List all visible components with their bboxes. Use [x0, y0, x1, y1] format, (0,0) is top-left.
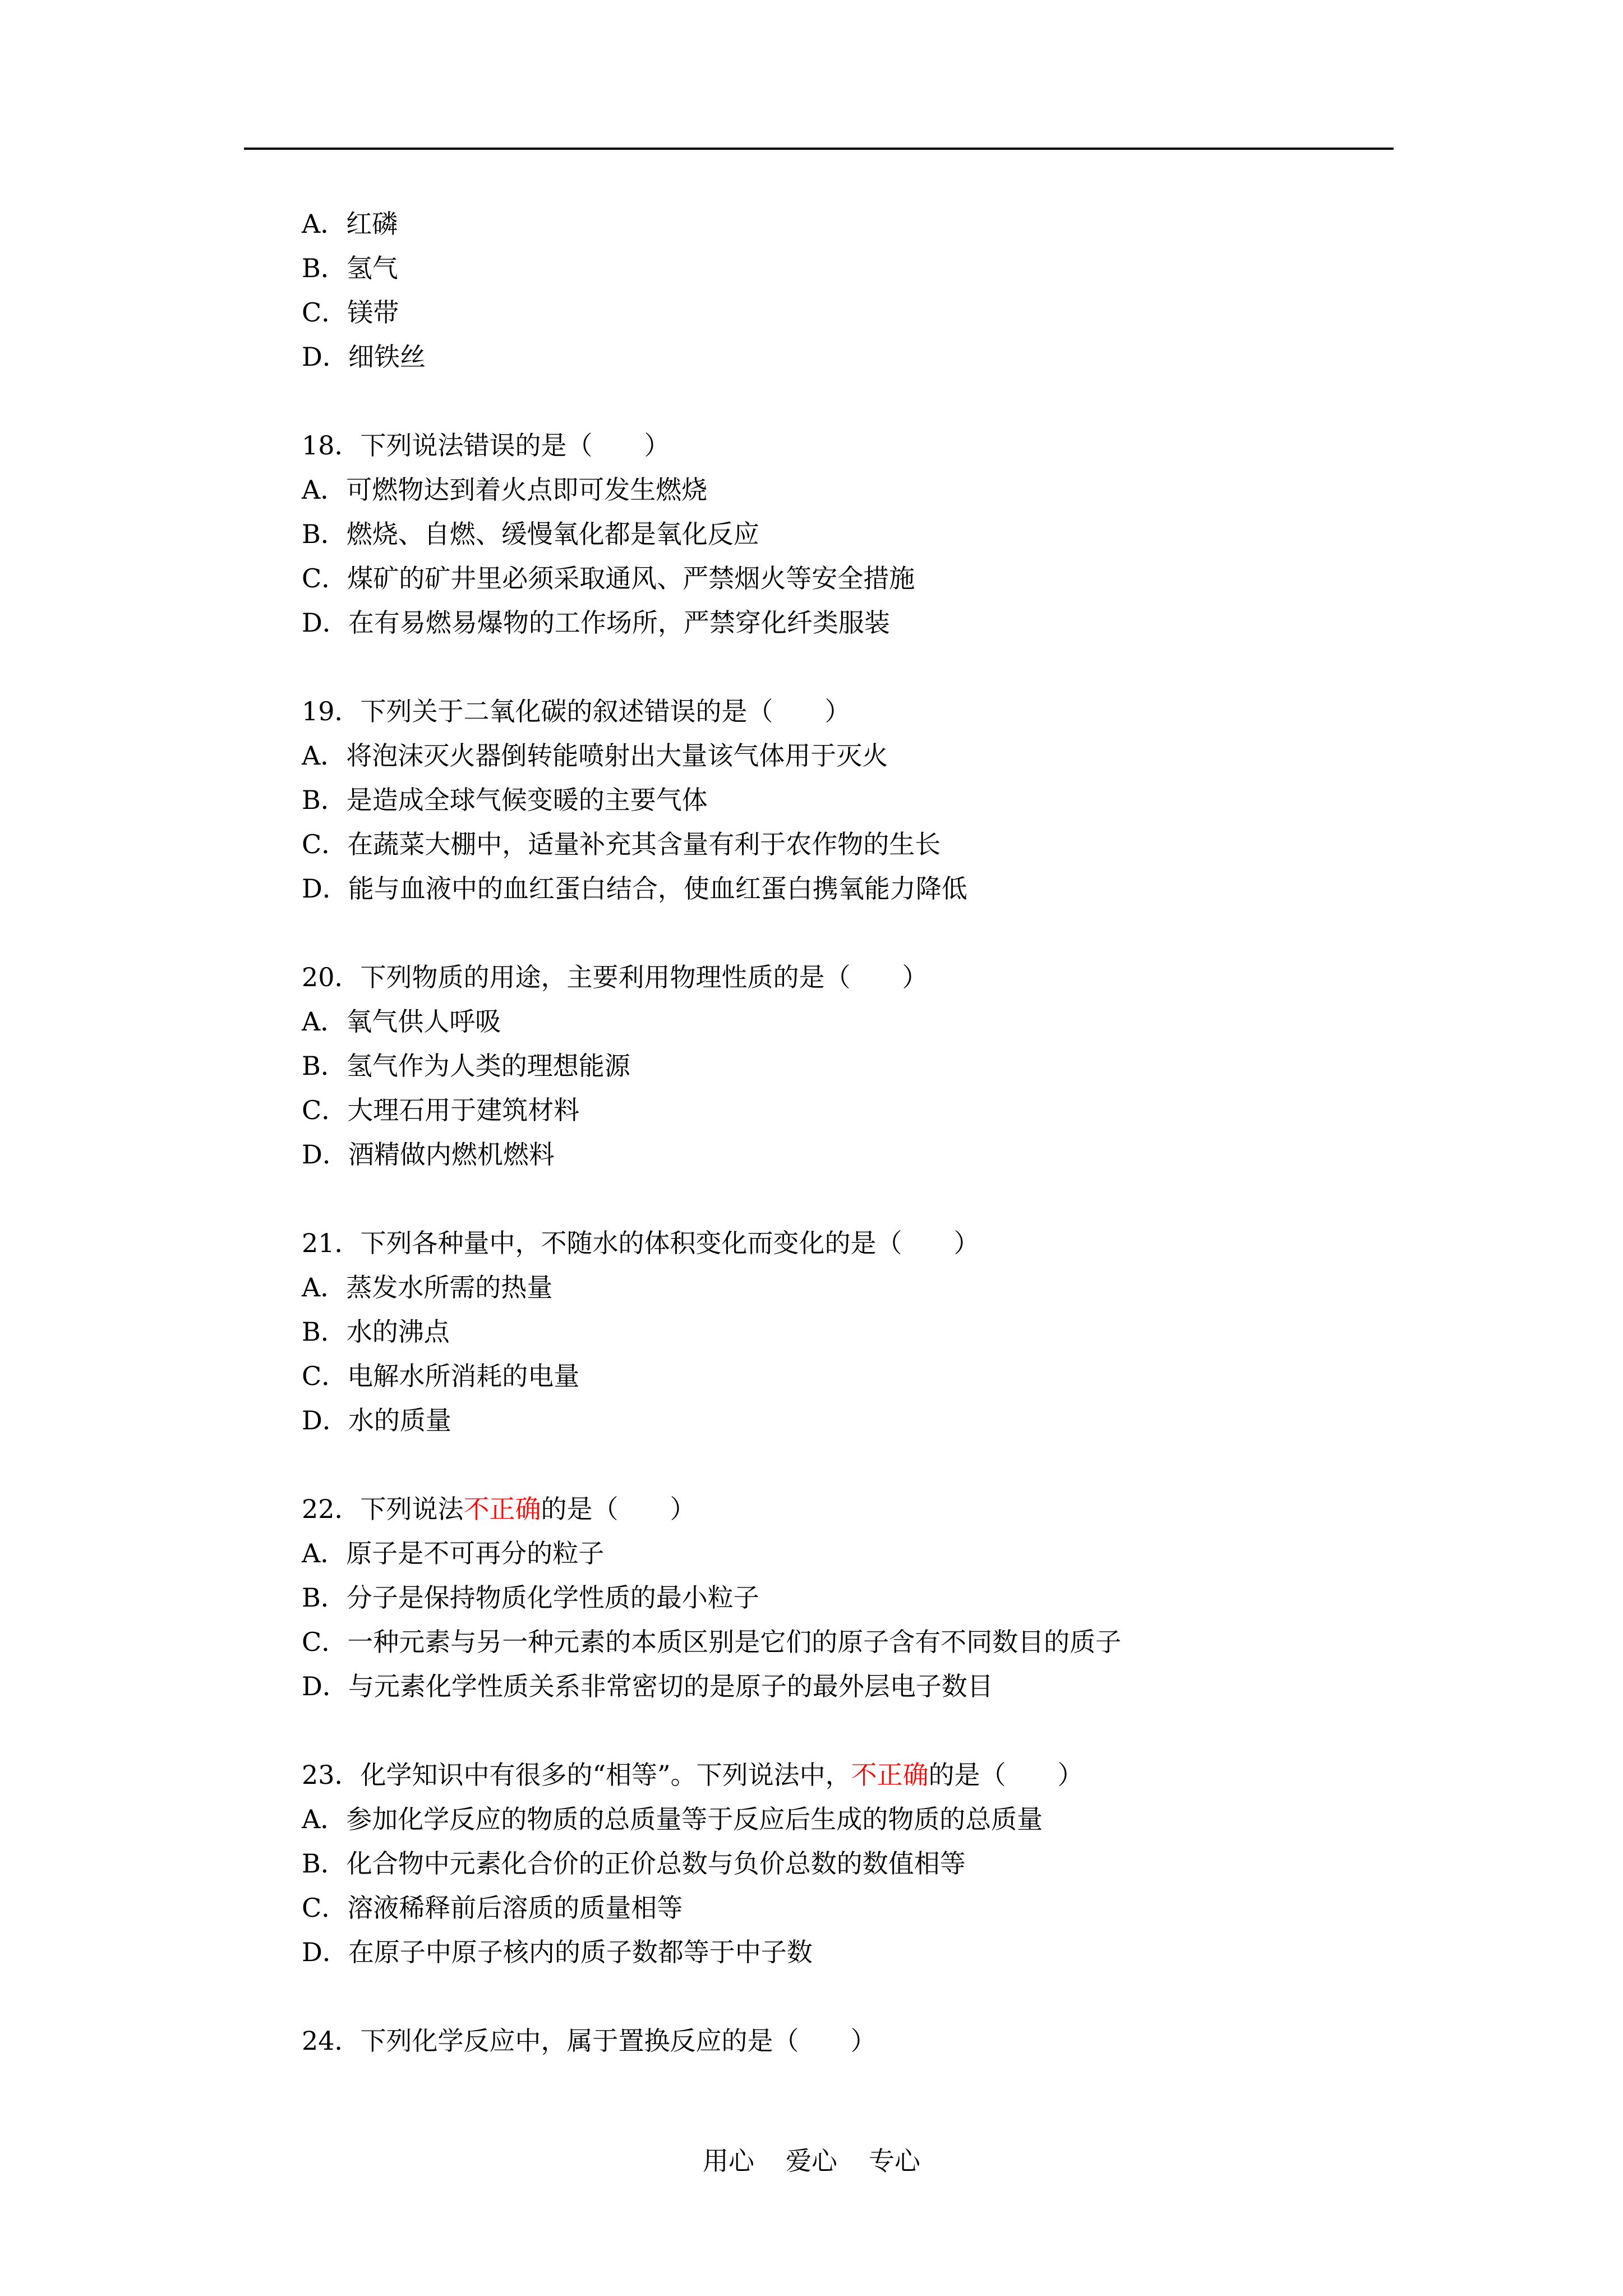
option-d: D．能与血液中的血红蛋白结合，使血红蛋白携氧能力降低 [302, 873, 967, 904]
footer-text: 专心 [869, 2146, 920, 2176]
question-stem: 24．下列化学反应中，属于置换反应的是（ ） [302, 2026, 877, 2056]
option-c: C．大理石用于建筑材料 [302, 1095, 580, 1125]
option-a: A．参加化学反应的物质的总质量等于反应后生成的物质的总质量 [302, 1804, 1043, 1834]
stem-text-end: 的是（ ） [928, 1760, 1083, 1790]
option-c: C．一种元素与另一种元素的本质区别是它们的原子含有不同数目的质子 [302, 1627, 1122, 1657]
option-d: D．酒精做内燃机燃料 [302, 1139, 555, 1170]
option-a: A．可燃物达到着火点即可发生燃烧 [302, 475, 708, 505]
page-footer [0, 2144, 1623, 2178]
option-a: A．红磷 [302, 209, 398, 239]
question-20 [302, 955, 1536, 1177]
option-a: A．氧气供人呼吸 [302, 1006, 501, 1037]
stem-text: 23．化学知识中有很多的“相等”。下列说法中， [302, 1760, 851, 1790]
option-b: B．化合物中元素化合价的正价总数与负价总数的数值相等 [302, 1848, 966, 1879]
option-d: D．在原子中原子核内的质子数都等于中子数 [302, 1937, 813, 1967]
option-a: A．蒸发水所需的热量 [302, 1272, 553, 1303]
option-d: D．细铁丝 [302, 342, 426, 372]
question-24 [302, 2019, 1536, 2063]
footer-text: 用心 [703, 2146, 754, 2176]
question-22 [302, 1487, 1536, 1709]
question-stem: 20．下列物质的用途，主要利用物理性质的是（ ） [302, 962, 928, 992]
option-b: B．水的沸点 [302, 1317, 450, 1347]
question-stem [302, 1753, 1536, 1797]
option-d: D．在有易燃易爆物的工作场所，严禁穿化纤类服装 [302, 608, 890, 638]
header-rule [244, 148, 1394, 150]
question-stem: 21．下列各种量中，不随水的体积变化而变化的是（ ） [302, 1228, 980, 1258]
option-b: B．分子是保持物质化学性质的最小粒子 [302, 1582, 759, 1613]
option-a: A．将泡沫灭火器倒转能喷射出大量该气体用于灭火 [302, 740, 888, 771]
option-b: B．是造成全球气候变暖的主要气体 [302, 785, 708, 815]
option-b: B．氢气作为人类的理想能源 [302, 1051, 630, 1081]
option-d: D．水的质量 [302, 1405, 451, 1435]
continued-options [302, 202, 1536, 379]
option-c: C．镁带 [302, 297, 399, 328]
stem-highlight: 不正确 [851, 1760, 929, 1790]
stem-text: 22．下列说法 [302, 1494, 464, 1524]
option-b: B．燃烧、自燃、缓慢氧化都是氧化反应 [302, 519, 759, 549]
option-b: B．氢气 [302, 253, 398, 283]
question-18 [302, 424, 1536, 645]
option-c: C．电解水所消耗的电量 [302, 1361, 580, 1391]
option-a: A．原子是不可再分的粒子 [302, 1538, 605, 1568]
question-stem: 19．下列关于二氧化碳的叙述错误的是（ ） [302, 696, 851, 726]
option-c: C．在蔬菜大棚中，适量补充其含量有利于农作物的生长 [302, 829, 941, 859]
question-23 [302, 1753, 1536, 1975]
question-19 [302, 689, 1536, 911]
stem-text-end: 的是（ ） [541, 1494, 696, 1524]
option-c: C．溶液稀释前后溶质的质量相等 [302, 1893, 683, 1923]
exam-content [302, 202, 1536, 2063]
question-21 [302, 1221, 1536, 1443]
footer-text: 爱心 [786, 2146, 837, 2176]
option-c: C．煤矿的矿井里必须采取通风、严禁烟火等安全措施 [302, 563, 915, 593]
question-stem: 18．下列说法错误的是（ ） [302, 430, 670, 461]
option-d: D．与元素化学性质关系非常密切的是原子的最外层电子数目 [302, 1671, 993, 1701]
stem-highlight: 不正确 [463, 1494, 541, 1524]
question-stem [302, 1487, 1536, 1531]
